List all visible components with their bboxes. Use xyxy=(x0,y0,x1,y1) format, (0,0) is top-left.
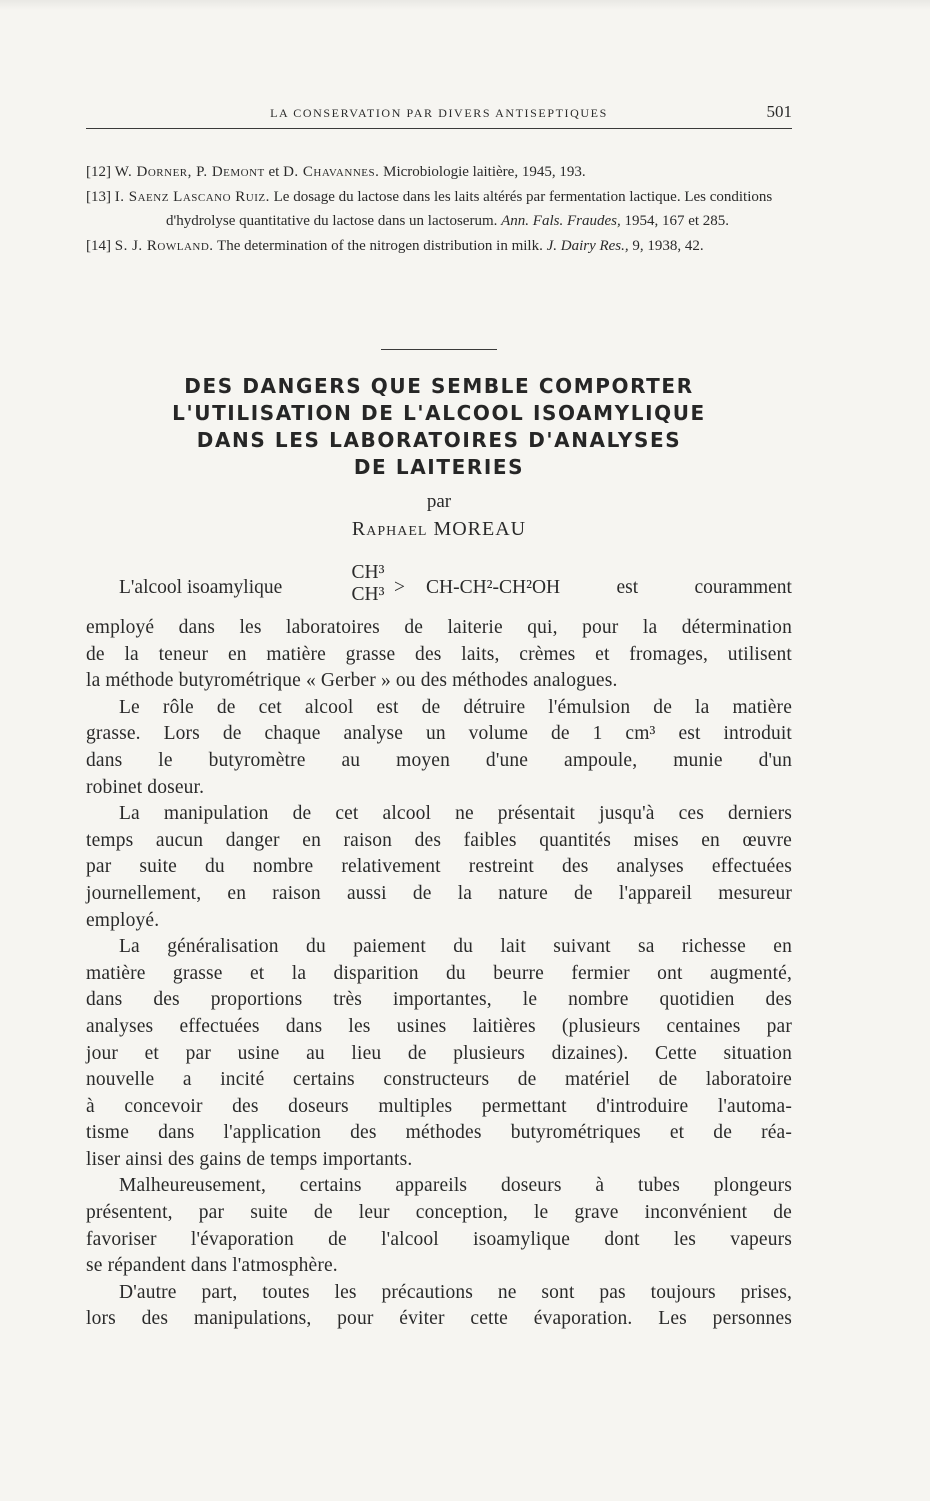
reference-text: Le dosage du lactose dans les laits altérés par fermentation lactique. Les conditions d'hydrolyse quantitative du lactose dans un lactoserum. xyxy=(166,188,773,229)
formula-word: couramment xyxy=(694,577,792,598)
body-paragraph xyxy=(86,615,792,695)
text-line: tisme dans l'application des méthodes butyrométriques et de réa- xyxy=(86,1122,792,1144)
formula-lead-text: L'alcool isoamylique xyxy=(119,577,283,598)
title-line: DANS LES LABORATOIRES D'ANALYSES xyxy=(196,428,682,452)
article-title xyxy=(86,373,792,481)
scan-edge xyxy=(0,0,930,10)
header-rule xyxy=(86,128,792,129)
text-line: robinet doseur. xyxy=(86,776,205,798)
text-line: liser ainsi des gains de temps importants. xyxy=(86,1148,413,1170)
text-line: par suite du nombre relativement restreint des analyses effectuées xyxy=(86,856,792,878)
text-line: de la teneur en matière grasse des laits, crèmes et fromages, utilisent xyxy=(86,643,792,665)
text-line: Malheureusement, certains appareils doseurs à tubes plongeurs xyxy=(119,1175,792,1197)
reference-journal: Ann. Fals. Fraudes, xyxy=(501,213,621,229)
text-line: favoriser l'évaporation de l'alcool isoamylique dont les vapeurs xyxy=(86,1228,792,1250)
reference-item xyxy=(86,160,792,185)
reference-number: [12] xyxy=(86,164,111,180)
fraction-denominator: CH³ xyxy=(351,584,385,605)
reference-journal: J. Dairy Res., xyxy=(546,237,629,254)
text-line: employé. xyxy=(86,909,160,931)
chemical-formula: CH-CH²-CH²OH xyxy=(426,577,561,598)
reference-authors: I. Saenz Lascano Ruiz. xyxy=(114,188,270,205)
reference-authors: D. Chavannes. xyxy=(283,164,380,180)
body-paragraph xyxy=(86,1280,792,1333)
text-line: dans des proportions très importantes, le nombre quotidien des xyxy=(86,989,792,1011)
reference-tail: 1954, 167 et 285. xyxy=(620,213,730,229)
byline-par: par xyxy=(426,491,452,512)
reference-list xyxy=(86,160,792,258)
page-number: 501 xyxy=(766,102,792,121)
text-line: se répandent dans l'atmosphère. xyxy=(86,1255,338,1277)
text-line: grasse. Lors de chaque analyse un volume de 1 cm³ est introduit xyxy=(86,723,792,745)
text-line: journellement, en raison aussi de la nature de l'appareil mesureur xyxy=(86,882,792,904)
text-line: La généralisation du paiement du lait suivant sa richesse en xyxy=(119,936,792,958)
text-line: D'autre part, toutes les précautions ne sont pas toujours prises, xyxy=(119,1281,792,1303)
text-line: La manipulation de cet alcool ne présentait jusqu'à ces derniers xyxy=(119,803,792,825)
text-line: Le rôle de cet alcool est de détruire l'émulsion de la matière xyxy=(119,696,792,718)
body-paragraph xyxy=(86,1173,792,1279)
text-line: employé dans les laboratoires de laiterie qui, pour la détermination xyxy=(86,617,792,638)
text-line: nouvelle a incité certains constructeurs de matériel de laboratoire xyxy=(86,1069,792,1091)
article-body xyxy=(86,615,792,1333)
reference-text: The determination of the nitrogen distribution in milk. xyxy=(213,237,547,254)
reference-text: Microbiologie laitière, 1945, 193. xyxy=(379,164,586,180)
reference-connector: et xyxy=(264,164,284,180)
title-line: DES DANGERS QUE SEMBLE COMPORTER xyxy=(184,374,694,398)
text-line: analyses effectuées dans les usines laitières (plusieurs centaines par xyxy=(86,1015,792,1037)
running-head xyxy=(86,102,792,128)
reference-tail: 9, 1938, 42. xyxy=(628,237,704,254)
author-first-name: Raphael xyxy=(351,518,428,540)
title-line: DE LAITERIES xyxy=(353,455,525,479)
text-line: jour et par usine au lieu de plusieurs dizaines). Cette situation xyxy=(86,1042,792,1064)
text-line: présentent, par suite de leur conception, le grave inconvénient de xyxy=(86,1202,792,1224)
body-paragraph xyxy=(86,934,792,1173)
text-line: matière grasse et la disparition du beurre fermier ont augmenté, xyxy=(86,962,792,984)
chemical-fraction xyxy=(344,562,392,606)
reference-number: [14] xyxy=(86,237,111,254)
reference-item xyxy=(86,185,792,234)
reference-item xyxy=(86,234,792,259)
greater-than-sign: > xyxy=(394,577,405,598)
author-name xyxy=(86,518,792,541)
author-last-name: MOREAU xyxy=(433,518,527,540)
fraction-numerator: CH³ xyxy=(351,562,385,583)
text-line: la méthode butyrométrique « Gerber » ou des méthodes analogues. xyxy=(86,670,618,692)
reference-authors: S. J. Rowland. xyxy=(114,237,214,254)
text-line: dans le butyromètre au moyen d'une ampoule, munie d'un xyxy=(86,749,792,771)
running-title: LA CONSERVATION PAR DIVERS ANTISEPTIQUES xyxy=(270,106,608,120)
reference-number: [13] xyxy=(86,188,111,205)
text-line: à concevoir des doseurs multiples permettant d'introduire l'automa- xyxy=(86,1095,792,1117)
body-paragraph xyxy=(86,695,792,801)
formula-word: est xyxy=(616,577,639,598)
title-line: L'UTILISATION DE L'ALCOOL ISOAMYLIQUE xyxy=(172,401,706,425)
reference-authors: W. Dorner, P. Demont xyxy=(114,164,265,180)
formula-rest xyxy=(426,577,792,599)
text-line: temps aucun danger en raison des faibles quantités mises en œuvre xyxy=(86,829,792,851)
section-separator xyxy=(381,349,497,350)
text-line: lors des manipulations, pour éviter cette évaporation. Les personnes xyxy=(86,1308,792,1330)
formula-line xyxy=(86,560,792,620)
body-paragraph xyxy=(86,801,792,934)
